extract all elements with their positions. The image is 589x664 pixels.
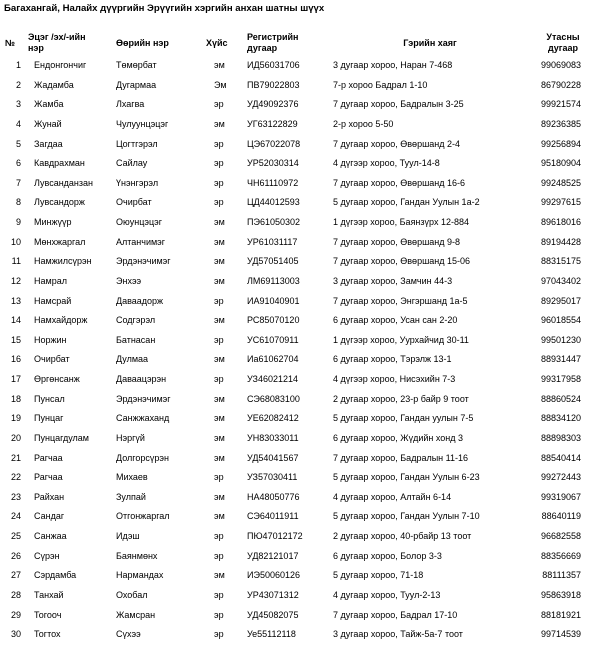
register-cell: ИД56031706 bbox=[247, 60, 300, 70]
row-number: 3 bbox=[15, 99, 21, 110]
row-number: 10 bbox=[10, 236, 21, 247]
gender-cell: эм bbox=[214, 432, 225, 443]
gender-cell: эр bbox=[214, 177, 224, 188]
given-name-cell: Сүхээ bbox=[116, 629, 141, 640]
address-cell: 5 дугаар хороо, Гандан Уулын 7-10 bbox=[333, 511, 480, 522]
table-row bbox=[0, 511, 589, 531]
gender-cell: эр bbox=[214, 609, 224, 620]
patronymic-cell: Пунцагдулам bbox=[34, 432, 89, 443]
address-cell: 7 дугаар хороо, Энгэршанд 1а-5 bbox=[333, 295, 468, 306]
gender-cell: эр bbox=[214, 472, 224, 483]
column-header-patronymic-line2: нэр bbox=[28, 43, 44, 53]
table-row bbox=[0, 315, 589, 335]
register-cell: ЦЭ67022078 bbox=[247, 138, 301, 149]
register-cell: УЗ57030411 bbox=[247, 472, 298, 483]
phone-cell: 99297615 bbox=[540, 197, 581, 208]
row-number: 26 bbox=[10, 550, 21, 561]
phone-cell: 99248525 bbox=[540, 177, 581, 188]
gender-cell: эм bbox=[214, 256, 225, 267]
address-cell: 4 дугаар хороо, Туул-2-13 bbox=[333, 589, 441, 600]
table-row bbox=[0, 335, 589, 355]
row-number: 20 bbox=[10, 432, 21, 443]
column-header-patronymic bbox=[28, 32, 86, 54]
register-cell: УД45082075 bbox=[247, 609, 299, 620]
phone-cell: 99501230 bbox=[540, 334, 581, 345]
row-number: 6 bbox=[15, 158, 21, 169]
address-cell: 5 дугаар хороо, Гандан Уулын 1а-2 bbox=[333, 197, 480, 208]
phone-cell: 88898303 bbox=[540, 432, 581, 443]
given-name-cell: Содгэрэл bbox=[116, 315, 156, 326]
patronymic-cell: Намхайдорж bbox=[34, 315, 88, 326]
given-name-cell: Энхээ bbox=[116, 275, 142, 286]
patronymic-cell: Минжүүр bbox=[34, 217, 72, 227]
row-number: 29 bbox=[10, 609, 21, 620]
given-name-cell: Охобал bbox=[116, 589, 148, 600]
given-name-cell: Үнэнгэрэл bbox=[116, 177, 159, 188]
phone-cell: 89618016 bbox=[540, 217, 581, 227]
patronymic-cell: Сандаг bbox=[34, 511, 65, 522]
patronymic-cell: Танхай bbox=[34, 589, 64, 600]
document-title: Багахангай, Налайх дүүргийн Эрүүгийн хэргийн анхан шатны шүүх bbox=[4, 3, 325, 14]
patronymic-cell: Намрал bbox=[34, 275, 67, 286]
patronymic-cell: Норжин bbox=[34, 334, 67, 345]
given-name-cell: Михаев bbox=[116, 472, 148, 483]
phone-cell: 99069083 bbox=[540, 60, 581, 70]
given-name-cell: Санжжаханд bbox=[116, 413, 170, 424]
table-row bbox=[0, 551, 589, 571]
gender-cell: эр bbox=[214, 197, 224, 208]
patronymic-cell: Мөнхжаргал bbox=[34, 236, 86, 247]
gender-cell: эм bbox=[214, 236, 225, 247]
register-cell: ПЭ61050302 bbox=[247, 217, 300, 227]
patronymic-cell: Жунай bbox=[34, 118, 62, 129]
register-cell: СЭ64011911 bbox=[247, 511, 299, 522]
table-row bbox=[0, 610, 589, 630]
patronymic-cell: Пунцаг bbox=[34, 413, 64, 424]
patronymic-cell: Сүрэн bbox=[34, 550, 60, 561]
register-cell: УР52030314 bbox=[247, 158, 299, 169]
gender-cell: эм bbox=[214, 393, 225, 404]
row-number: 13 bbox=[10, 295, 21, 306]
table-row bbox=[0, 197, 589, 217]
gender-cell: эр bbox=[214, 531, 224, 541]
table-row bbox=[0, 472, 589, 492]
column-header-phone-line1: Утасны bbox=[546, 32, 580, 42]
row-number: 7 bbox=[15, 177, 21, 188]
table-row bbox=[0, 433, 589, 453]
given-name-cell: Чулуунцэцэг bbox=[116, 118, 169, 129]
phone-cell: 96682558 bbox=[540, 531, 581, 541]
row-number: 24 bbox=[10, 511, 21, 522]
patronymic-cell: Пунсал bbox=[34, 393, 65, 404]
patronymic-cell: Рагчаа bbox=[34, 452, 63, 463]
phone-cell: 88356669 bbox=[540, 550, 581, 561]
patronymic-cell: Ендонгончиг bbox=[34, 60, 87, 70]
given-name-cell: Жамсран bbox=[116, 609, 156, 620]
gender-cell: эм bbox=[214, 275, 225, 286]
gender-cell: эм bbox=[214, 511, 225, 522]
table-row bbox=[0, 531, 589, 551]
row-number: 23 bbox=[10, 491, 21, 502]
gender-cell: эр bbox=[214, 158, 224, 169]
row-number: 1 bbox=[15, 60, 21, 70]
phone-cell: 89236385 bbox=[540, 118, 581, 129]
register-cell: УН83033011 bbox=[247, 432, 299, 443]
given-name-cell: Эрдэнэчимэг bbox=[116, 393, 171, 404]
given-name-cell: Батнасан bbox=[116, 334, 156, 345]
table-row bbox=[0, 354, 589, 374]
register-cell: СЭ68083100 bbox=[247, 393, 300, 404]
patronymic-cell: Жадамба bbox=[34, 79, 74, 90]
given-name-cell: Төмөрбат bbox=[116, 60, 157, 70]
register-cell: УД57051405 bbox=[247, 256, 299, 267]
gender-cell: эм bbox=[214, 413, 225, 424]
table-row bbox=[0, 99, 589, 119]
address-cell: 6 дугаар хороо, Усан сан 2-20 bbox=[333, 315, 458, 326]
column-header-patronymic-line1: Эцэг /эх/-ийн bbox=[28, 32, 86, 42]
patronymic-cell: Очирбат bbox=[34, 354, 70, 365]
register-cell: ИЭ50060126 bbox=[247, 570, 300, 581]
address-cell: 7 дугаар хороо, Өвөршанд 16-6 bbox=[333, 177, 466, 188]
phone-cell: 95180904 bbox=[540, 158, 581, 169]
address-cell: 5 дугаар хороо, Гандан уулын 7-5 bbox=[333, 413, 474, 424]
phone-cell: 99317958 bbox=[540, 374, 581, 384]
column-header-register-line1: Регистрийн bbox=[247, 32, 299, 42]
register-cell: ИА91040901 bbox=[247, 295, 300, 306]
gender-cell: Эм bbox=[214, 79, 227, 90]
column-header-given-name: Өөрийн нэр bbox=[116, 38, 169, 48]
column-header-address: Гэрийн хаяг bbox=[403, 38, 457, 48]
address-cell: 7 дугаар хороо, Өвөршанд 15-06 bbox=[333, 256, 471, 267]
phone-cell: 99319067 bbox=[540, 491, 581, 502]
table-row bbox=[0, 629, 589, 649]
row-number: 27 bbox=[10, 570, 21, 581]
patronymic-cell: Рагчаа bbox=[34, 472, 63, 483]
phone-cell: 95863918 bbox=[540, 589, 581, 600]
phone-cell: 97043402 bbox=[540, 275, 581, 286]
table-body bbox=[0, 60, 589, 649]
row-number: 2 bbox=[15, 79, 21, 90]
address-cell: 7-р хороо Бадрал 1-10 bbox=[333, 79, 428, 90]
address-cell: 3 дугаар хороо, Наран 7-468 bbox=[333, 60, 453, 70]
given-name-cell: Даваацэрэн bbox=[116, 374, 167, 384]
address-cell: 5 дугаар хороо, 71-18 bbox=[333, 570, 424, 581]
given-name-cell: Зулпай bbox=[116, 491, 146, 502]
row-number: 28 bbox=[10, 589, 21, 600]
register-cell: РС85070120 bbox=[247, 315, 300, 326]
address-cell: 2 дугаар хороо, 23-р байр 9 тоот bbox=[333, 393, 469, 404]
gender-cell: эр bbox=[214, 374, 224, 384]
register-cell: ЧН61110972 bbox=[247, 177, 299, 188]
table-row bbox=[0, 394, 589, 414]
given-name-cell: Эрдэнэчимэг bbox=[116, 256, 171, 267]
table-row bbox=[0, 453, 589, 473]
given-name-cell: Цогтгэрэл bbox=[116, 138, 158, 149]
row-number: 9 bbox=[15, 217, 21, 227]
gender-cell: эр bbox=[214, 334, 224, 345]
table-row bbox=[0, 413, 589, 433]
table-row bbox=[0, 178, 589, 198]
patronymic-cell: Кавдрахман bbox=[34, 158, 85, 169]
table-row bbox=[0, 237, 589, 257]
patronymic-cell: Намсрай bbox=[34, 295, 72, 306]
row-number: 22 bbox=[10, 472, 21, 483]
gender-cell: эм bbox=[214, 217, 225, 227]
register-cell: УЗ46021214 bbox=[247, 374, 298, 384]
table-row bbox=[0, 119, 589, 139]
address-cell: 2 дугаар хороо, 40-рбайр 13 тоот bbox=[333, 531, 472, 541]
given-name-cell: Алтанчимэг bbox=[116, 236, 166, 247]
phone-cell: 88860524 bbox=[540, 393, 581, 404]
phone-cell: 96018554 bbox=[540, 315, 581, 326]
address-cell: 7 дугаар хороо, Өвөршанд 9-8 bbox=[333, 236, 461, 247]
patronymic-cell: Тогтох bbox=[34, 629, 61, 640]
address-cell: 2-р хороо 5-50 bbox=[333, 118, 394, 129]
gender-cell: эр bbox=[214, 99, 224, 110]
table-row bbox=[0, 374, 589, 394]
given-name-cell: Лхагва bbox=[116, 99, 145, 110]
given-name-cell: Сайлау bbox=[116, 158, 148, 169]
row-number: 30 bbox=[10, 629, 21, 640]
phone-cell: 88931447 bbox=[540, 354, 581, 365]
column-header-register-line2: дугаар bbox=[247, 43, 278, 53]
given-name-cell: Идэш bbox=[116, 531, 140, 541]
gender-cell: эр bbox=[214, 629, 224, 640]
patronymic-cell: Лувсанданзан bbox=[34, 177, 93, 188]
column-header-phone bbox=[540, 32, 586, 54]
given-name-cell: Оюунцэцэг bbox=[116, 217, 162, 227]
gender-cell: эр bbox=[214, 138, 224, 149]
column-header-number: № bbox=[5, 38, 16, 48]
row-number: 19 bbox=[10, 413, 21, 424]
row-number: 8 bbox=[15, 197, 21, 208]
row-number: 11 bbox=[11, 256, 21, 267]
patronymic-cell: Тогооч bbox=[34, 609, 62, 620]
row-number: 4 bbox=[15, 118, 21, 129]
address-cell: 7 дугаар хороо, Бадралын 11-16 bbox=[333, 452, 468, 463]
register-cell: ЦД44012593 bbox=[247, 197, 300, 208]
address-cell: 7 дугаар хороо, Өвөршанд 2-4 bbox=[333, 138, 461, 149]
row-number: 18 bbox=[10, 393, 21, 404]
phone-cell: 89295017 bbox=[540, 295, 581, 306]
given-name-cell: Дулмаа bbox=[116, 354, 149, 365]
phone-cell: 88181921 bbox=[540, 609, 581, 620]
given-name-cell: Дугармаа bbox=[116, 79, 157, 90]
patronymic-cell: Өргөнсанж bbox=[34, 374, 80, 384]
table-row bbox=[0, 80, 589, 100]
phone-cell: 88315175 bbox=[540, 256, 581, 267]
gender-cell: эр bbox=[214, 550, 224, 561]
table-row bbox=[0, 492, 589, 512]
phone-cell: 88834120 bbox=[540, 413, 581, 424]
table-row bbox=[0, 256, 589, 276]
address-cell: 1 дүгээр хороо, Баянзүрх 12-884 bbox=[333, 217, 469, 227]
row-number: 25 bbox=[10, 531, 21, 541]
phone-cell: 99272443 bbox=[540, 472, 581, 483]
column-header-gender: Хүйс bbox=[206, 38, 228, 48]
register-cell: УД49092376 bbox=[247, 99, 299, 110]
patronymic-cell: Лувсандорж bbox=[34, 197, 85, 208]
address-cell: 6 дугаар хороо, Болор 3-3 bbox=[333, 550, 442, 561]
address-cell: 6 дугаар хороо, Жүдийн хонд 3 bbox=[333, 432, 463, 443]
address-cell: 7 дугаар хороо, Бадралын 3-25 bbox=[333, 99, 464, 110]
address-cell: 3 дугаар хороо, Замчин 44-3 bbox=[333, 275, 453, 286]
given-name-cell: Очирбат bbox=[116, 197, 152, 208]
row-number: 17 bbox=[10, 374, 21, 384]
table-row bbox=[0, 296, 589, 316]
register-cell: УД54041567 bbox=[247, 452, 299, 463]
table-row bbox=[0, 139, 589, 159]
phone-cell: 88640119 bbox=[541, 511, 581, 522]
register-cell: Уе55112118 bbox=[247, 629, 296, 640]
gender-cell: эм bbox=[214, 491, 225, 502]
phone-cell: 88540414 bbox=[540, 452, 581, 463]
table-row bbox=[0, 570, 589, 590]
phone-cell: 99256894 bbox=[540, 138, 581, 149]
row-number: 12 bbox=[10, 275, 21, 286]
address-cell: 1 дүгээр хороо, Уурхайчид 30-11 bbox=[333, 334, 469, 345]
gender-cell: эр bbox=[214, 589, 224, 600]
register-cell: Иа61062704 bbox=[247, 354, 299, 365]
row-number: 16 bbox=[10, 354, 21, 365]
table-row bbox=[0, 276, 589, 296]
given-name-cell: Даваадорж bbox=[116, 295, 164, 306]
register-cell: УД82121017 bbox=[247, 550, 299, 561]
table-row bbox=[0, 60, 589, 80]
table-header bbox=[0, 30, 589, 56]
register-cell: УЕ62082412 bbox=[247, 413, 299, 424]
gender-cell: эм bbox=[214, 118, 225, 129]
column-header-register bbox=[247, 32, 298, 54]
given-name-cell: Долгорсүрэн bbox=[116, 452, 169, 463]
patronymic-cell: Райхан bbox=[34, 491, 65, 502]
given-name-cell: Баянмөнх bbox=[116, 550, 158, 561]
column-header-phone-line2: дугаар bbox=[547, 43, 579, 53]
table-row bbox=[0, 590, 589, 610]
patronymic-cell: Загдаа bbox=[34, 138, 63, 149]
given-name-cell: Отгонжаргал bbox=[116, 511, 170, 522]
address-cell: 4 дүгээр хороо, Нисэхийн 7-3 bbox=[333, 374, 456, 384]
given-name-cell: Нармандах bbox=[116, 570, 164, 581]
phone-cell: 89194428 bbox=[540, 236, 581, 247]
row-number: 21 bbox=[10, 452, 21, 463]
register-cell: НА48050776 bbox=[247, 491, 300, 502]
register-cell: УР43071312 bbox=[247, 589, 299, 600]
table-row bbox=[0, 217, 589, 237]
gender-cell: эм bbox=[214, 354, 225, 365]
row-number: 15 bbox=[10, 334, 21, 345]
patronymic-cell: Жамба bbox=[34, 99, 64, 110]
phone-cell: 99714539 bbox=[540, 629, 581, 640]
patronymic-cell: Санжаа bbox=[34, 531, 67, 541]
register-cell: ПВ79022803 bbox=[247, 79, 300, 90]
phone-cell: 99921574 bbox=[540, 99, 581, 110]
gender-cell: эм bbox=[214, 315, 225, 326]
register-cell: УС61070911 bbox=[247, 334, 299, 345]
register-cell: УР61031117 bbox=[247, 236, 298, 247]
address-cell: 5 дугаар хороо, Гандан Уулын 6-23 bbox=[333, 472, 480, 483]
address-cell: 4 дүгээр хороо, Туул-14-8 bbox=[333, 158, 440, 169]
patronymic-cell: Сэрдамба bbox=[34, 570, 77, 581]
phone-cell: 88111357 bbox=[542, 570, 581, 581]
register-cell: УГ63122829 bbox=[247, 118, 298, 129]
gender-cell: эм bbox=[214, 570, 225, 581]
phone-cell: 86790228 bbox=[540, 79, 581, 90]
register-cell: ЛМ69113003 bbox=[247, 275, 300, 286]
gender-cell: эм bbox=[214, 60, 225, 70]
address-cell: 7 дугаар хороо, Бадрал 17-10 bbox=[333, 609, 458, 620]
patronymic-cell: Намжилсүрэн bbox=[34, 256, 92, 267]
address-cell: 6 дугаар хороо, Тэрэлж 13-1 bbox=[333, 354, 452, 365]
row-number: 14 bbox=[10, 315, 21, 326]
table-row bbox=[0, 158, 589, 178]
gender-cell: эр bbox=[214, 295, 224, 306]
register-cell: ПЮ47012172 bbox=[247, 531, 303, 541]
address-cell: 4 дугаар хороо, Алтайн 6-14 bbox=[333, 491, 452, 502]
row-number: 5 bbox=[15, 138, 21, 149]
gender-cell: эм bbox=[214, 452, 225, 463]
address-cell: 3 дугаар хороо, Тайж-5а-7 тоот bbox=[333, 629, 463, 640]
given-name-cell: Нэргүй bbox=[116, 432, 145, 443]
